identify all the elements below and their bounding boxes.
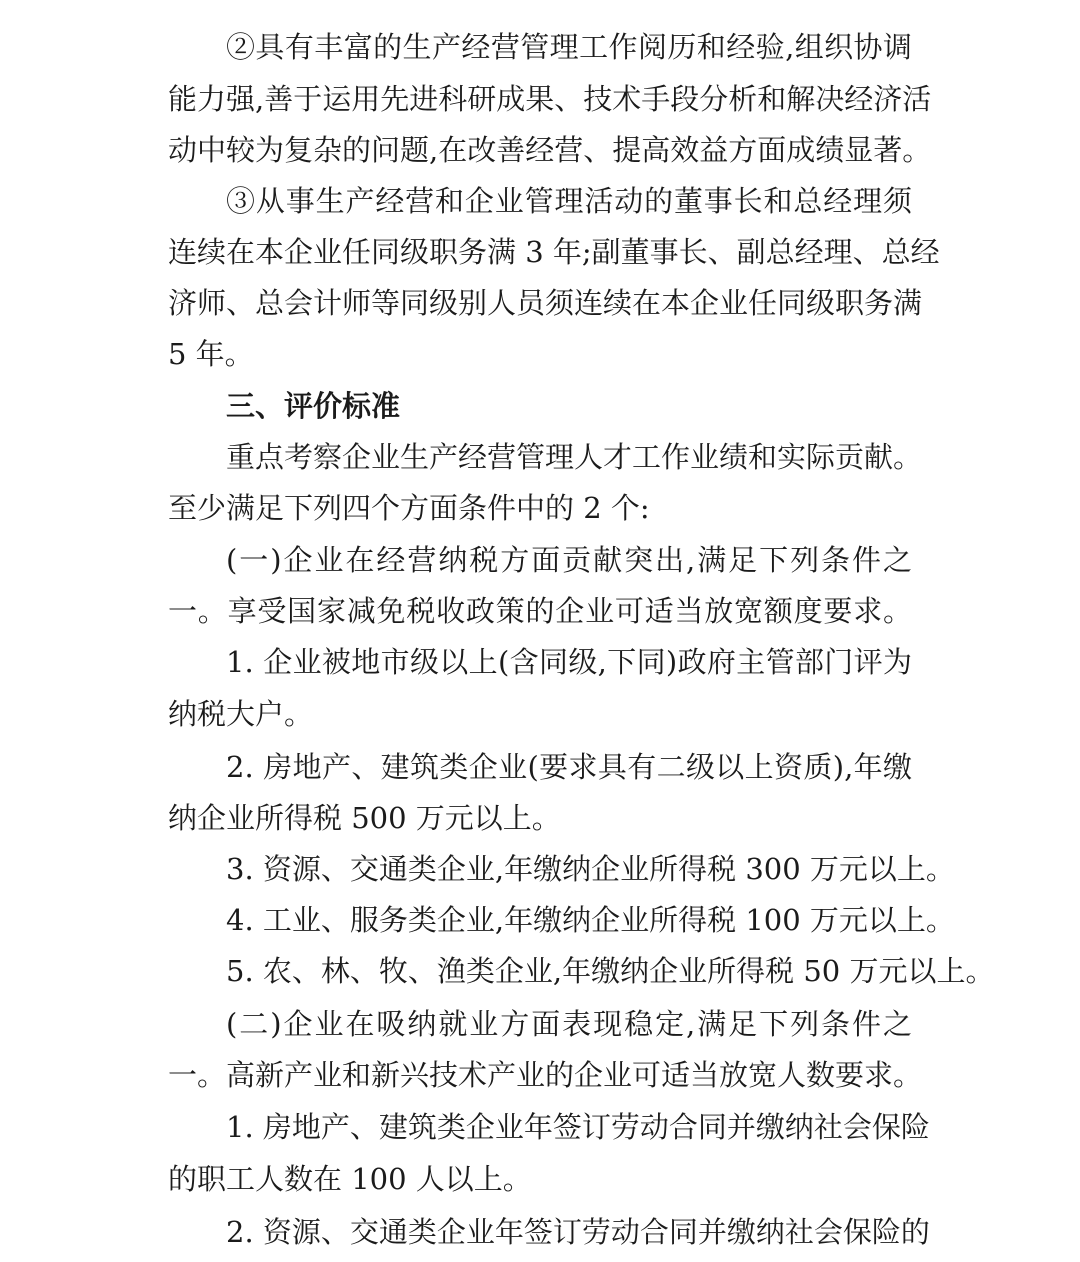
paragraph-line: 一。享受国家减免税收政策的企业可适当放宽额度要求。 bbox=[168, 594, 912, 628]
paragraph-line: 1. 企业被地市级以上(含同级,下同)政府主管部门评为 bbox=[226, 645, 912, 679]
paragraph-line: (二)企业在吸纳就业方面表现稳定,满足下列条件之 bbox=[226, 1007, 912, 1041]
paragraph-line: 2. 房地产、建筑类企业(要求具有二级以上资质),年缴 bbox=[226, 750, 912, 784]
paragraph-line: ②具有丰富的生产经营管理工作阅历和经验,组织协调 bbox=[226, 30, 912, 64]
paragraph-line: 4. 工业、服务类企业,年缴纳企业所得税 100 万元以上。 bbox=[226, 903, 955, 937]
paragraph-line: 一。高新产业和新兴技术产业的企业可适当放宽人数要求。 bbox=[168, 1058, 923, 1092]
paragraph-line: (一)企业在经营纳税方面贡献突出,满足下列条件之 bbox=[226, 543, 912, 577]
paragraph-line: 1. 房地产、建筑类企业年签订劳动合同并缴纳社会保险 bbox=[226, 1110, 930, 1144]
paragraph-line: 的职工人数在 100 人以上。 bbox=[168, 1162, 532, 1196]
paragraph-line: 重点考察企业生产经营管理人才工作业绩和实际贡献。 bbox=[226, 440, 923, 474]
paragraph-line: 动中较为复杂的问题,在改善经营、提高效益方面成绩显著。 bbox=[168, 133, 932, 167]
paragraph-line: 至少满足下列四个方面条件中的 2 个: bbox=[168, 491, 650, 525]
section-heading: 三、评价标准 bbox=[226, 389, 401, 423]
paragraph-line: 5 年。 bbox=[168, 337, 254, 371]
paragraph-line: 3. 资源、交通类企业,年缴纳企业所得税 300 万元以上。 bbox=[226, 852, 955, 886]
paragraph-line: 能力强,善于运用先进科研成果、技术手段分析和解决经济活 bbox=[168, 82, 932, 116]
paragraph-line: 纳企业所得税 500 万元以上。 bbox=[168, 801, 561, 835]
paragraph-line: 济师、总会计师等同级别人员须连续在本企业任同级职务满 bbox=[168, 286, 923, 320]
paragraph-line: 纳税大户。 bbox=[168, 697, 314, 731]
paragraph-line: 5. 农、林、牧、渔类企业,年缴纳企业所得税 50 万元以上。 bbox=[226, 954, 995, 988]
paragraph-line: 2. 资源、交通类企业年签订劳动合同并缴纳社会保险的 bbox=[226, 1215, 930, 1249]
paragraph-line: ③从事生产经营和企业管理活动的董事长和总经理须 bbox=[226, 184, 912, 218]
paragraph-line: 连续在本企业任同级职务满 3 年;副董事长、副总经理、总经 bbox=[168, 235, 940, 269]
